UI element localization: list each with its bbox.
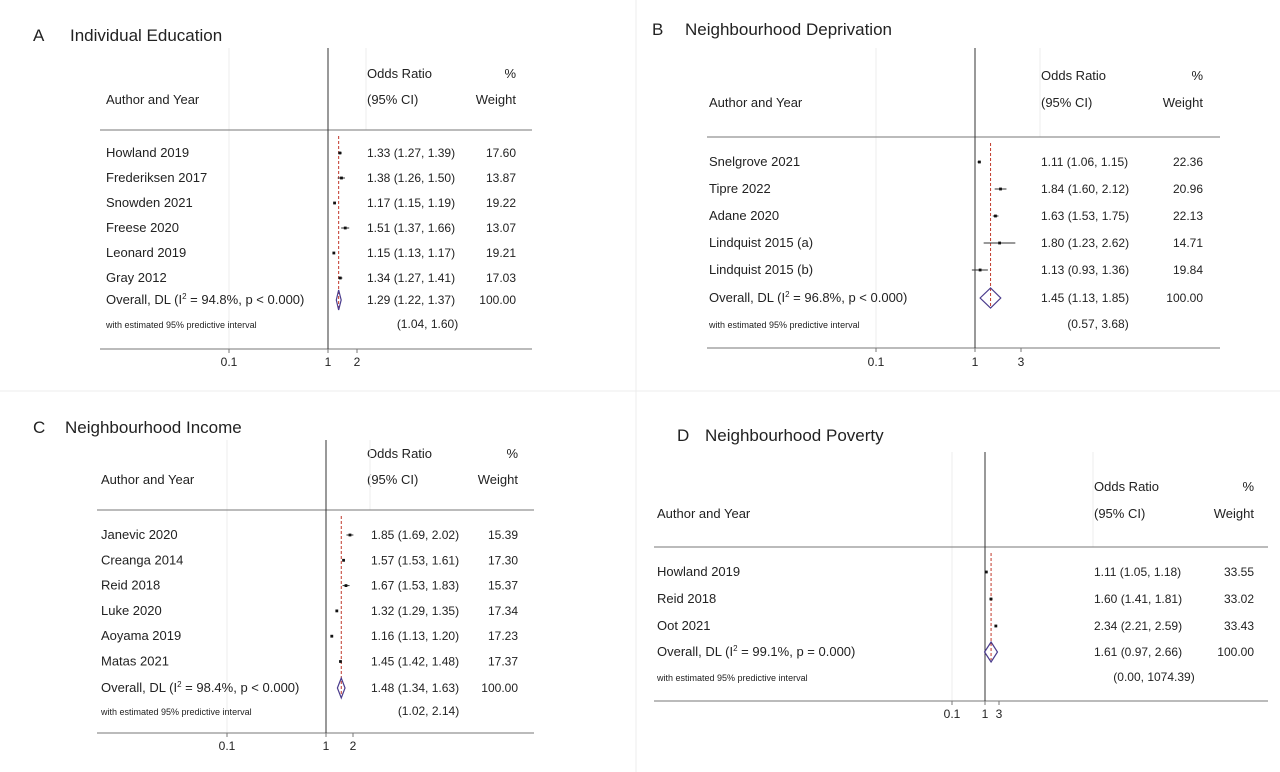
study-ci-text: 1.11 (1.06, 1.15): [1041, 155, 1129, 169]
predictive-label: with estimated 95% predictive interval: [709, 320, 860, 330]
study-point: [985, 571, 988, 574]
study-weight: 15.37: [487, 578, 518, 593]
study-point: [339, 660, 342, 663]
study-point: [994, 625, 997, 628]
overall-row: [709, 288, 1203, 308]
predictive-ci-text: (1.04, 1.60): [396, 317, 459, 331]
study-point: [339, 277, 342, 280]
study-row: [101, 628, 518, 643]
header-author-year: Author and Year: [709, 95, 803, 110]
study-label: Lindquist 2015 (a): [709, 235, 814, 250]
study-weight: 17.03: [485, 271, 516, 285]
study-label: Reid 2018: [101, 577, 161, 593]
study-row: [709, 208, 1203, 223]
study-weight: 19.21: [485, 246, 516, 260]
study-label: Gray 2012: [106, 270, 167, 285]
predictive-row: [708, 317, 1129, 331]
study-weight: 17.37: [487, 654, 518, 669]
study-row: [106, 145, 516, 160]
overall-weight: 100.00: [1166, 291, 1203, 305]
axis-tick-label: 1: [981, 707, 989, 721]
axis-tick-label: 2: [353, 355, 361, 369]
predictive-row: [656, 670, 1195, 684]
overall-ci-text: 1.61 (0.97, 2.66): [1094, 645, 1183, 659]
axis-tick-label: 2: [349, 739, 357, 753]
study-point: [978, 161, 981, 164]
study-ci-text: 1.45 (1.42, 1.48): [371, 654, 460, 669]
study-point: [335, 610, 338, 613]
study-row: [101, 654, 518, 669]
study-label: Oot 2021: [657, 618, 711, 633]
predictive-label: with estimated 95% predictive interval: [101, 707, 252, 717]
study-ci-text: 1.17 (1.15, 1.19): [367, 196, 456, 210]
study-point: [990, 598, 993, 601]
study-weight: 33.55: [1223, 565, 1254, 579]
study-row: [101, 578, 518, 593]
study-ci-text: 1.57 (1.53, 1.61): [371, 553, 460, 568]
study-point: [998, 242, 1001, 245]
header-odds-ratio: Odds Ratio: [367, 66, 433, 81]
study-label: Freese 2020: [106, 220, 179, 235]
predictive-row: [105, 317, 458, 331]
study-row: [106, 195, 516, 210]
study-ci-text: 2.34 (2.21, 2.59): [1094, 619, 1183, 633]
header-weight: Weight: [1162, 95, 1203, 110]
study-weight: 22.36: [1172, 155, 1203, 169]
header-percent: %: [1242, 479, 1254, 494]
study-row: [657, 618, 1254, 633]
panel-letter: B: [652, 20, 664, 39]
study-label: Snowden 2021: [106, 195, 193, 210]
overall-label: Overall, DL ($I^2 = 99.1\%$, p = 0.000): [657, 644, 856, 659]
study-label: Adane 2020: [709, 208, 780, 223]
overall-ci-text: 1.48 (1.34, 1.63): [371, 681, 460, 695]
study-ci-text: 1.51 (1.37, 1.66): [367, 221, 456, 235]
study-point: [344, 227, 347, 230]
header-ci: (95% CI): [367, 92, 419, 107]
study-weight: 17.60: [485, 146, 516, 160]
study-weight: 22.13: [1172, 209, 1203, 223]
study-point: [333, 202, 336, 205]
panel-title: Neighbourhood Deprivation: [685, 20, 892, 39]
study-row: [657, 564, 1254, 579]
axis-tick-label: 1: [971, 355, 979, 369]
overall-row: [657, 642, 1254, 662]
forest-panel-c: [33, 418, 534, 753]
overall-weight: 100.00: [479, 293, 516, 307]
study-row: [101, 603, 518, 618]
study-label: Matas 2021: [101, 653, 169, 669]
study-row: [106, 220, 516, 235]
study-label: Lindquist 2015 (b): [709, 262, 814, 277]
header-odds-ratio: Odds Ratio: [1041, 68, 1107, 83]
header-ci: (95% CI): [1094, 506, 1146, 521]
study-point: [994, 215, 997, 218]
study-row: [709, 235, 1203, 250]
study-point: [979, 269, 982, 272]
overall-weight: 100.00: [1217, 645, 1254, 659]
study-label: Reid 2018: [657, 591, 717, 606]
panel-title: Neighbourhood Poverty: [705, 426, 884, 445]
header-odds-ratio: Odds Ratio: [1094, 479, 1160, 494]
study-row: [106, 245, 516, 260]
axis-tick-label: 0.1: [867, 355, 885, 369]
study-weight: 14.71: [1172, 236, 1203, 250]
panel-letter: A: [33, 26, 45, 45]
study-point: [340, 177, 343, 180]
header-author-year: Author and Year: [101, 472, 195, 487]
axis-tick-label: 0.1: [220, 355, 238, 369]
overall-ci-text: 1.45 (1.13, 1.85): [1041, 291, 1130, 305]
overall-row: [101, 678, 518, 698]
study-label: Luke 2020: [101, 602, 162, 618]
study-weight: 19.22: [485, 196, 516, 210]
predictive-ci-text: (0.57, 3.68): [1067, 317, 1129, 331]
study-weight: 13.87: [485, 171, 516, 185]
axis-tick-label: 1: [324, 355, 332, 369]
forest-panel-b: [652, 20, 1220, 369]
predictive-row: [100, 704, 459, 718]
study-weight: 13.07: [485, 221, 516, 235]
study-weight: 33.02: [1223, 592, 1254, 606]
study-ci-text: 1.63 (1.53, 1.75): [1041, 209, 1130, 223]
study-weight: 15.39: [487, 528, 518, 542]
header-percent: %: [504, 66, 516, 81]
study-label: Leonard 2019: [106, 245, 187, 260]
header-percent: %: [506, 446, 518, 461]
panel-title: Neighbourhood Income: [65, 418, 242, 437]
study-weight: 20.96: [1172, 182, 1203, 196]
study-label: Aoyama 2019: [101, 628, 182, 644]
study-point: [332, 252, 335, 255]
predictive-ci-text: (1.02, 2.14): [397, 704, 460, 718]
study-ci-text: 1.67 (1.53, 1.83): [371, 578, 460, 593]
header-author-year: Author and Year: [657, 506, 751, 521]
study-point: [339, 152, 342, 155]
study-weight: 33.43: [1223, 619, 1254, 633]
study-row: [657, 591, 1254, 606]
study-ci-text: 1.85 (1.69, 2.02): [371, 528, 460, 542]
overall-label: Overall, DL ($I^2 = 96.8\%$, p < 0.000): [709, 290, 908, 305]
study-label: Janevic 2020: [101, 527, 178, 542]
study-ci-text: 1.34 (1.27, 1.41): [367, 271, 456, 285]
panel-title: Individual Education: [70, 26, 223, 45]
study-point: [345, 584, 348, 587]
overall-ci-text: 1.29 (1.22, 1.37): [367, 293, 456, 307]
axis-tick-label: 0.1: [943, 707, 961, 721]
forest-panel-d: [654, 426, 1268, 721]
study-ci-text: 1.16 (1.13, 1.20): [371, 629, 460, 644]
study-ci-text: 1.38 (1.26, 1.50): [367, 171, 456, 185]
study-row: [106, 170, 516, 185]
study-ci-text: 1.11 (1.05, 1.18): [1094, 565, 1182, 579]
header-percent: %: [1191, 68, 1203, 83]
panel-letter: C: [33, 418, 46, 437]
header-odds-ratio: Odds Ratio: [367, 446, 433, 461]
study-label: Tipre 2022: [709, 181, 771, 196]
study-row: [101, 527, 518, 542]
header-ci: (95% CI): [367, 472, 419, 487]
header-author-year: Author and Year: [106, 92, 200, 107]
study-weight: 17.23: [487, 629, 518, 644]
predictive-label: with estimated 95% predictive interval: [106, 320, 257, 330]
header-ci: (95% CI): [1041, 95, 1093, 110]
axis-tick-label: 0.1: [218, 739, 236, 753]
study-weight: 19.84: [1172, 263, 1203, 277]
overall-label: Overall, DL ($I^2 = 94.8\%$, p < 0.000): [106, 292, 305, 307]
forest-panel-a: [33, 26, 532, 369]
study-row: [709, 154, 1203, 169]
study-point: [349, 534, 352, 537]
predictive-ci-text: (0.00, 1074.39): [1113, 670, 1195, 684]
study-label: Howland 2019: [106, 145, 190, 160]
study-ci-text: 1.13 (0.93, 1.36): [1041, 263, 1130, 277]
study-point: [342, 559, 345, 562]
study-row: [101, 552, 518, 567]
study-ci-text: 1.84 (1.60, 2.12): [1041, 182, 1130, 196]
study-point: [330, 635, 333, 638]
predictive-label: with estimated 95% predictive interval: [657, 673, 808, 683]
study-point: [999, 188, 1002, 191]
study-ci-text: 1.80 (1.23, 2.62): [1041, 236, 1130, 250]
study-ci-text: 1.60 (1.41, 1.81): [1094, 592, 1183, 606]
study-label: Howland 2019: [657, 564, 741, 579]
axis-tick-label: 3: [995, 707, 1003, 721]
header-weight: Weight: [1213, 506, 1254, 521]
overall-row: [106, 290, 516, 310]
study-row: [106, 270, 516, 285]
header-weight: Weight: [477, 472, 518, 487]
study-row: [709, 262, 1203, 277]
study-weight: 17.30: [487, 553, 518, 568]
axis-tick-label: 1: [322, 739, 330, 753]
axis-tick-label: 3: [1017, 355, 1025, 369]
study-row: [709, 181, 1203, 196]
overall-label: Overall, DL ($I^2 = 98.4\%$, p < 0.000): [101, 680, 300, 695]
study-ci-text: 1.32 (1.29, 1.35): [371, 603, 460, 618]
overall-weight: 100.00: [481, 681, 518, 695]
study-ci-text: 1.33 (1.27, 1.39): [367, 146, 456, 160]
study-label: Creanga 2014: [101, 552, 184, 568]
study-label: Snelgrove 2021: [709, 154, 801, 169]
study-label: Frederiksen 2017: [106, 170, 208, 185]
panel-letter: D: [677, 426, 690, 445]
study-weight: 17.34: [487, 603, 518, 618]
header-weight: Weight: [475, 92, 516, 107]
study-ci-text: 1.15 (1.13, 1.17): [367, 246, 456, 260]
